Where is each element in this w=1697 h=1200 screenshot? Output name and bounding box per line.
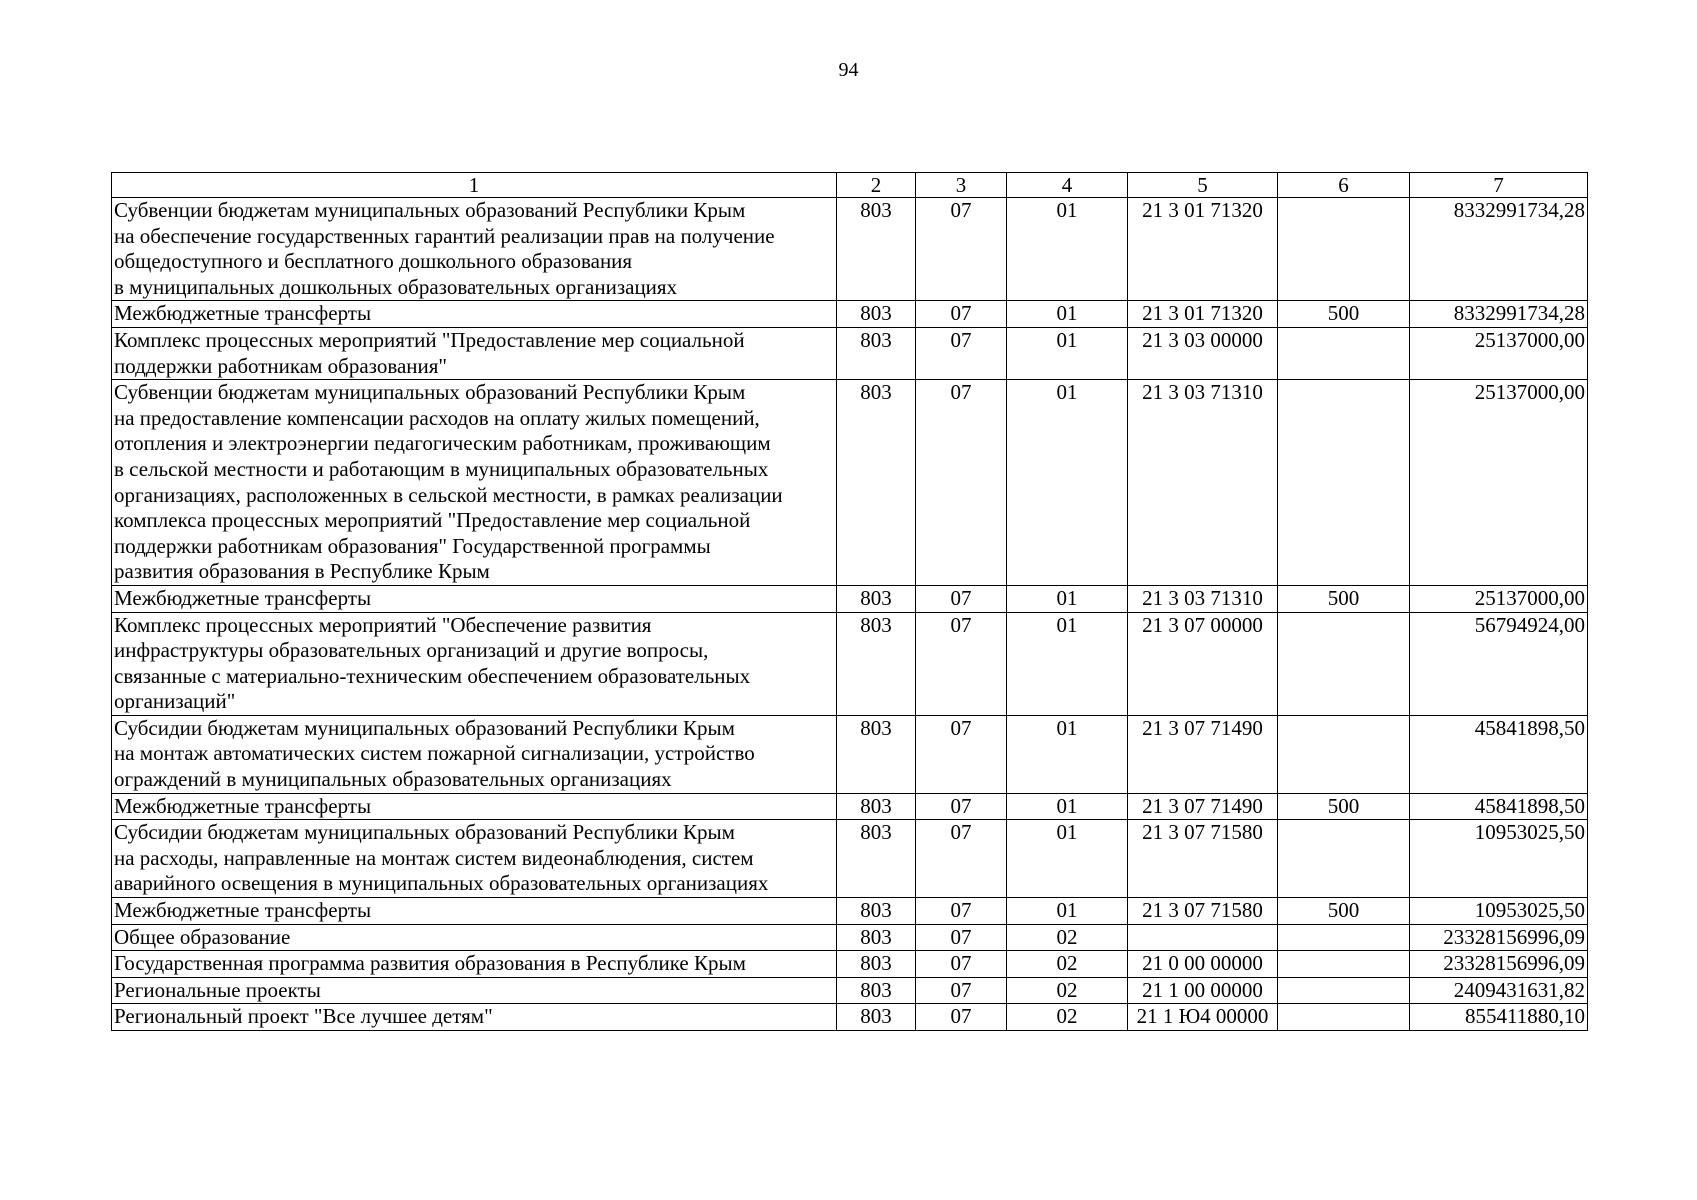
column-header: 2: [837, 173, 916, 198]
expense-type-cell: [1278, 380, 1410, 586]
row-name-cell: [112, 585, 837, 612]
row-name-line: Межбюджетные трансферты: [114, 793, 372, 818]
subsection-code-cell: 01: [1007, 198, 1128, 301]
ministry-code-cell: 803: [837, 793, 916, 820]
amount-cell: 8332991734,28: [1410, 301, 1588, 328]
amount-cell: 23328156996,09: [1410, 951, 1588, 978]
table-row: [112, 198, 1588, 301]
expense-type-cell: 500: [1278, 898, 1410, 925]
ministry-code-cell: 803: [837, 301, 916, 328]
amount-cell: 10953025,50: [1410, 898, 1588, 925]
row-name-line: Комплекс процессных мероприятий "Предоставление мер социальной: [114, 327, 745, 352]
target-article-cell: 21 3 03 00000: [1128, 327, 1278, 379]
section-code-cell: 07: [916, 898, 1007, 925]
subsection-code-cell: 02: [1007, 977, 1128, 1004]
row-name-line: поддержки работникам образования" Государственной программы: [114, 533, 711, 558]
amount-cell: 56794924,00: [1410, 612, 1588, 715]
expense-type-cell: [1278, 977, 1410, 1004]
row-name-line: Субсидии бюджетам муниципальных образований Республики Крым: [114, 820, 735, 845]
subsection-code-cell: 01: [1007, 820, 1128, 898]
target-article-cell: 21 1 00 00000: [1128, 977, 1278, 1004]
row-name-line: Региональный проект "Все лучшее детям": [114, 1004, 493, 1029]
row-name-line: развития образования в Республике Крым: [114, 559, 490, 584]
table-row: [112, 977, 1588, 1004]
expense-type-cell: [1278, 612, 1410, 715]
row-name-line: Межбюджетные трансферты: [114, 301, 372, 326]
page-number: 94: [838, 59, 859, 81]
subsection-code-cell: 01: [1007, 715, 1128, 793]
expense-type-cell: [1278, 1004, 1410, 1031]
row-name-cell: [112, 820, 837, 898]
target-article-cell: 21 3 07 71490: [1128, 793, 1278, 820]
row-name-line: на монтаж автоматических систем пожарной сигнализации, устройство: [114, 741, 755, 766]
row-name-cell: [112, 977, 837, 1004]
row-name-line: Субвенции бюджетам муниципальных образований Республики Крым: [114, 198, 746, 222]
expense-type-cell: [1278, 951, 1410, 978]
ministry-code-cell: 803: [837, 951, 916, 978]
table-row: [112, 924, 1588, 951]
header-row: [112, 173, 1588, 198]
section-code-cell: 07: [916, 793, 1007, 820]
target-article-cell: 21 3 07 71580: [1128, 820, 1278, 898]
row-name-cell: [112, 924, 837, 951]
row-name-line: Межбюджетные трансферты: [114, 898, 372, 923]
expense-type-cell: [1278, 715, 1410, 793]
row-name-line: аварийного освещения в муниципальных образовательных организациях: [114, 871, 769, 896]
target-article-cell: 21 3 01 71320: [1128, 198, 1278, 301]
ministry-code-cell: 803: [837, 924, 916, 951]
ministry-code-cell: 803: [837, 715, 916, 793]
row-name-line: организаций": [114, 689, 236, 714]
subsection-code-cell: 01: [1007, 380, 1128, 586]
amount-cell: 8332991734,28: [1410, 198, 1588, 301]
column-header: 6: [1278, 173, 1410, 198]
row-name-line: Межбюджетные трансферты: [114, 585, 372, 610]
row-name-line: на предоставление компенсации расходов на оплату жилых помещений,: [114, 405, 760, 430]
table-row: [112, 301, 1588, 328]
target-article-cell: 21 3 07 71490: [1128, 715, 1278, 793]
amount-cell: 23328156996,09: [1410, 924, 1588, 951]
ministry-code-cell: 803: [837, 1004, 916, 1031]
section-code-cell: 07: [916, 951, 1007, 978]
ministry-code-cell: 803: [837, 380, 916, 586]
expense-type-cell: 500: [1278, 793, 1410, 820]
expense-type-cell: [1278, 198, 1410, 301]
amount-cell: 2409431631,82: [1410, 977, 1588, 1004]
ministry-code-cell: 803: [837, 585, 916, 612]
amount-cell: 25137000,00: [1410, 380, 1588, 586]
row-name-line: отопления и электроэнергии педагогическим работникам, проживающим: [114, 431, 771, 456]
ministry-code-cell: 803: [837, 612, 916, 715]
section-code-cell: 07: [916, 1004, 1007, 1031]
amount-cell: 855411880,10: [1410, 1004, 1588, 1031]
table-row: [112, 1004, 1588, 1031]
row-name-line: организациях, расположенных в сельской местности, в рамках реализации: [114, 482, 783, 507]
subsection-code-cell: 01: [1007, 793, 1128, 820]
expense-type-cell: [1278, 327, 1410, 379]
ministry-code-cell: 803: [837, 198, 916, 301]
row-name-line: на расходы, направленные на монтаж систем видеонаблюдения, систем: [114, 845, 754, 870]
row-name-line: Общее образование: [114, 924, 291, 949]
section-code-cell: 07: [916, 977, 1007, 1004]
section-code-cell: 07: [916, 715, 1007, 793]
table-row: [112, 793, 1588, 820]
subsection-code-cell: 02: [1007, 951, 1128, 978]
row-name-line: в сельской местности и работающим в муниципальных образовательных: [114, 456, 769, 481]
subsection-code-cell: 02: [1007, 1004, 1128, 1031]
expense-type-cell: [1278, 924, 1410, 951]
table-row: [112, 898, 1588, 925]
row-name-line: в муниципальных дошкольных образовательных организациях: [114, 274, 678, 299]
row-name-line: общедоступного и бесплатного дошкольного образования: [114, 249, 633, 274]
budget-table: [111, 172, 1588, 1031]
expense-type-cell: 500: [1278, 301, 1410, 328]
row-name-line: Субсидии бюджетам муниципальных образований Республики Крым: [114, 715, 735, 740]
table-row: [112, 715, 1588, 793]
column-header: 1: [112, 173, 837, 198]
section-code-cell: 07: [916, 585, 1007, 612]
subsection-code-cell: 01: [1007, 301, 1128, 328]
row-name-cell: [112, 1004, 837, 1031]
section-code-cell: 07: [916, 327, 1007, 379]
row-name-line: инфраструктуры образовательных организаций и другие вопросы,: [114, 638, 709, 663]
row-name-line: ограждений в муниципальных образовательных организациях: [114, 767, 672, 792]
section-code-cell: 07: [916, 301, 1007, 328]
section-code-cell: 07: [916, 924, 1007, 951]
row-name-cell: [112, 715, 837, 793]
row-name-line: Комплекс процессных мероприятий "Обеспечение развития: [114, 612, 652, 637]
target-article-cell: [1128, 924, 1278, 951]
target-article-cell: 21 3 03 71310: [1128, 380, 1278, 586]
row-name-cell: [112, 898, 837, 925]
section-code-cell: 07: [916, 820, 1007, 898]
target-article-cell: 21 3 01 71320: [1128, 301, 1278, 328]
amount-cell: 10953025,50: [1410, 820, 1588, 898]
section-code-cell: 07: [916, 198, 1007, 301]
row-name-line: Государственная программа развития образования в Республике Крым: [114, 951, 746, 976]
column-header: 7: [1410, 173, 1588, 198]
row-name-line: поддержки работникам образования": [114, 353, 447, 378]
section-code-cell: 07: [916, 380, 1007, 586]
table-row: [112, 585, 1588, 612]
row-name-cell: [112, 951, 837, 978]
row-name-line: на обеспечение государственных гарантий реализации прав на получение: [114, 223, 775, 248]
table-row: [112, 380, 1588, 586]
subsection-code-cell: 01: [1007, 898, 1128, 925]
ministry-code-cell: 803: [837, 820, 916, 898]
table-row: [112, 951, 1588, 978]
row-name-cell: [112, 301, 837, 328]
row-name-cell: [112, 198, 837, 301]
amount-cell: 25137000,00: [1410, 327, 1588, 379]
expense-type-cell: [1278, 820, 1410, 898]
ministry-code-cell: 803: [837, 327, 916, 379]
target-article-cell: 21 3 07 71580: [1128, 898, 1278, 925]
row-name-line: Субвенции бюджетам муниципальных образований Республики Крым: [114, 380, 746, 405]
amount-cell: 45841898,50: [1410, 715, 1588, 793]
amount-cell: 45841898,50: [1410, 793, 1588, 820]
row-name-cell: [112, 380, 837, 586]
row-name-line: связанные с материально-техническим обеспечением образовательных: [114, 663, 751, 688]
table-row: [112, 327, 1588, 379]
table-row: [112, 820, 1588, 898]
row-name-cell: [112, 327, 837, 379]
subsection-code-cell: 01: [1007, 612, 1128, 715]
ministry-code-cell: 803: [837, 977, 916, 1004]
column-header: 5: [1128, 173, 1278, 198]
subsection-code-cell: 01: [1007, 327, 1128, 379]
row-name-line: Региональные проекты: [114, 977, 321, 1002]
target-article-cell: 21 0 00 00000: [1128, 951, 1278, 978]
column-header: 4: [1007, 173, 1128, 198]
column-header: 3: [916, 173, 1007, 198]
subsection-code-cell: 01: [1007, 585, 1128, 612]
row-name-cell: [112, 612, 837, 715]
table-row: [112, 612, 1588, 715]
amount-cell: 25137000,00: [1410, 585, 1588, 612]
target-article-cell: 21 3 03 71310: [1128, 585, 1278, 612]
target-article-cell: 21 1 Ю4 00000: [1128, 1004, 1278, 1031]
row-name-line: комплекса процессных мероприятий "Предоставление мер социальной: [114, 508, 751, 533]
expense-type-cell: 500: [1278, 585, 1410, 612]
row-name-cell: [112, 793, 837, 820]
ministry-code-cell: 803: [837, 898, 916, 925]
target-article-cell: 21 3 07 00000: [1128, 612, 1278, 715]
section-code-cell: 07: [916, 612, 1007, 715]
table-body: [112, 198, 1588, 1031]
subsection-code-cell: 02: [1007, 924, 1128, 951]
